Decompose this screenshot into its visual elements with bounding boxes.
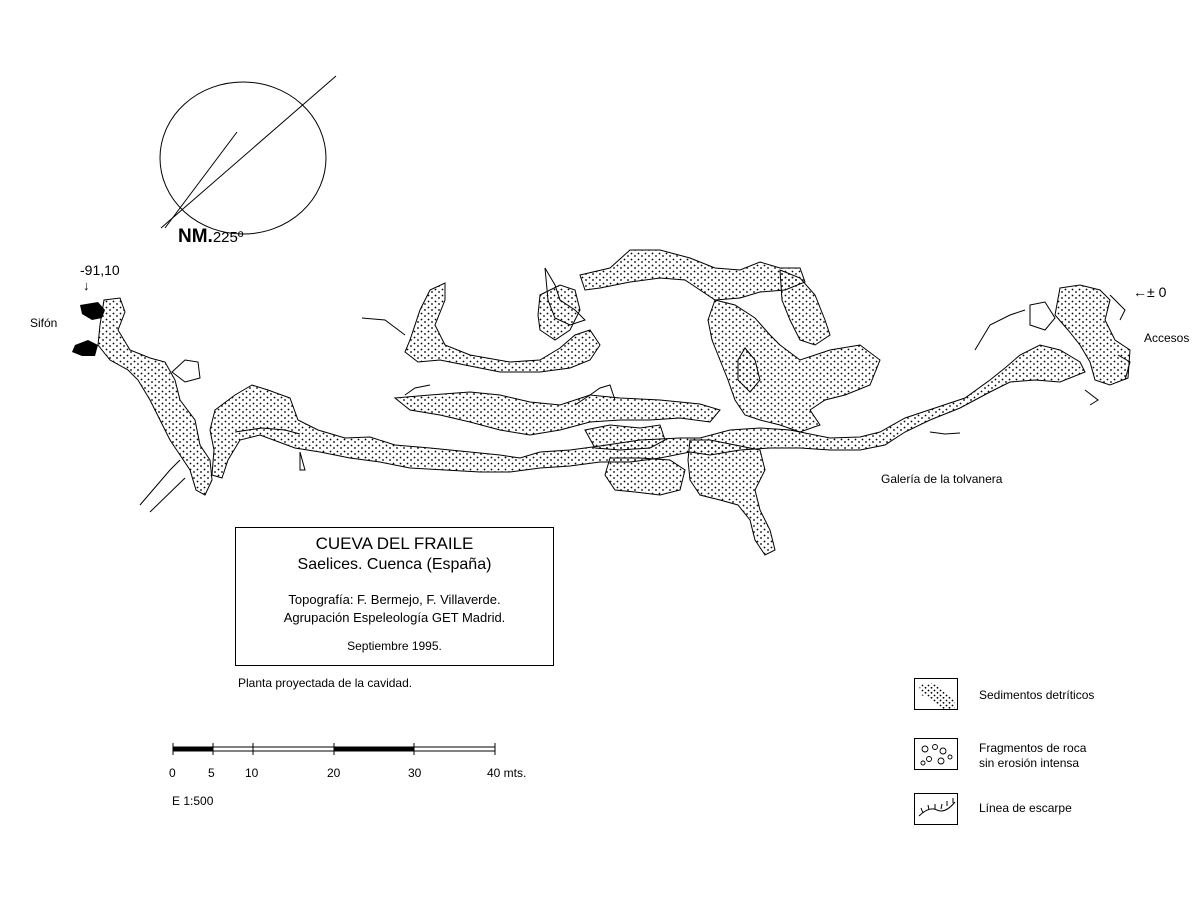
scarp-line-icon [914, 793, 958, 825]
siphon-depth: -91,10 [80, 262, 120, 278]
siphon-arrow: ↓ [83, 278, 90, 293]
north-label-angle: 225º [212, 229, 244, 246]
survey-credit: Topografía: F. Bermejo, F. Villaverde. [288, 592, 501, 607]
scale-tick-0: 0 [169, 766, 176, 780]
cave-location: Saelices. Cuenca (España) [297, 556, 492, 573]
gallery-label: Galería de la tolvanera [881, 472, 1003, 486]
cave-passages [98, 250, 1130, 555]
scale-tick-40: 40 mts. [487, 766, 527, 780]
north-label [178, 226, 243, 248]
map-caption: Planta proyectada de la cavidad. [238, 676, 413, 690]
legend-sediments-label: Sedimentos detríticos [979, 688, 1095, 702]
north-label-main: NM. [178, 226, 213, 247]
north-arrow-icon [160, 76, 336, 234]
dots-pattern-icon [914, 678, 958, 710]
survey-date: Septiembre 1995. [347, 639, 442, 653]
access-depth-marker: ←± 0 [1133, 284, 1167, 300]
siphon-label: Sifón [30, 316, 58, 330]
legend-fragments-label-2: sin erosión intensa [979, 756, 1080, 770]
title-block [235, 527, 554, 666]
scale-bar [173, 743, 495, 755]
legend-scarp-label: Línea de escarpe [979, 801, 1072, 815]
access-label: Accesos [1144, 331, 1190, 345]
legend-fragments-label: Fragmentos de roca [979, 741, 1087, 755]
scale-ratio: E 1:500 [172, 794, 214, 808]
scale-tick-5: 5 [208, 766, 215, 780]
group-credit: Agrupación Espeleología GET Madrid. [283, 610, 506, 625]
rock-fragments-icon [914, 738, 958, 770]
scale-tick-30: 30 [408, 766, 422, 780]
scale-tick-10: 10 [245, 766, 259, 780]
cave-name: CUEVA DEL FRAILE [315, 534, 474, 553]
scale-tick-20: 20 [327, 766, 341, 780]
